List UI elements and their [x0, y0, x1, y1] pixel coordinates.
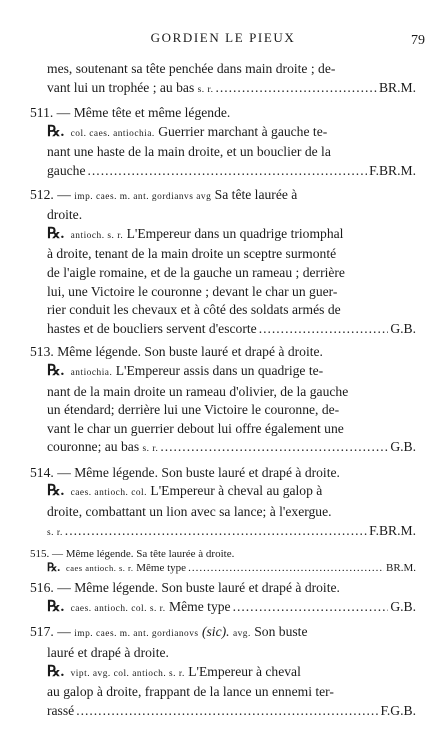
- text-line: [30, 225, 416, 246]
- text-run: Même type: [169, 598, 231, 614]
- dot-leader: [188, 561, 384, 575]
- text-line: lui, une Victoire le couronne ; devant le char un guer-: [47, 283, 338, 299]
- text-run: L'Empereur à cheval au galop à: [150, 483, 323, 499]
- small-caps-legend: s. r.: [47, 527, 63, 538]
- text-line: [30, 547, 416, 561]
- small-caps-legend: s. r.: [142, 444, 159, 455]
- entry-continuation: [30, 60, 416, 99]
- reverse-legend: caes antioch. s. r.: [65, 563, 134, 574]
- text-run: Même type: [136, 562, 187, 575]
- text-line: [30, 123, 416, 144]
- text-line: [30, 438, 416, 459]
- dot-leader: [215, 79, 377, 98]
- entry-number: 514. —: [30, 464, 71, 480]
- reverse-mark: ℞.: [47, 598, 65, 615]
- entry-512: [30, 186, 416, 339]
- collection-ref: BR.M.: [378, 79, 416, 95]
- collection-ref: F.BR.M.: [369, 522, 416, 538]
- collection-ref: G.B.: [390, 320, 416, 336]
- reverse-mark: ℞.: [47, 483, 65, 500]
- obverse-description: Même légende. Son buste lauré et drapé à droite.: [74, 580, 340, 596]
- text-run: L'Empereur dans un quadrige triomphal: [126, 225, 344, 241]
- collection-ref: F.G.B.: [380, 702, 416, 718]
- reverse-legend: vipt. avg. col. antioch. s. r.: [70, 668, 185, 679]
- obverse-description: Son buste: [254, 624, 308, 640]
- text-line: [30, 561, 416, 575]
- text-run: L'Empereur assis dans un quadrige te-: [115, 362, 324, 378]
- text-line: [30, 579, 416, 598]
- text-line: [30, 186, 416, 207]
- dot-leader: [259, 320, 389, 339]
- obverse-legend: imp. caes. m. ant. gordianvs avg: [74, 191, 212, 202]
- reverse-legend: caes. antioch. col.: [70, 488, 148, 499]
- entry-516: [30, 579, 416, 618]
- entry-511: [30, 104, 416, 180]
- reverse-mark: ℞.: [47, 123, 65, 140]
- entry-number: 517. —: [30, 624, 71, 640]
- text-line: [30, 464, 416, 483]
- text-run: rassé: [47, 702, 75, 718]
- text-line: nant une haste de la main droite, et un bouclier de la: [47, 144, 331, 160]
- entry-number: 512. —: [30, 186, 71, 202]
- reverse-mark: ℞.: [47, 225, 65, 242]
- text-line: un étendard; derrière lui une Victoire le couronne, de-: [47, 402, 340, 418]
- collection-ref: G.B.: [390, 439, 416, 455]
- obverse-legend: imp. caes. m. ant. gordianovs: [74, 629, 199, 640]
- text-line: [30, 598, 416, 619]
- entry-number: 513.: [30, 344, 54, 360]
- text-run: hastes et de boucliers servent d'escorte: [47, 320, 257, 336]
- sic-note: (sic).: [201, 624, 230, 640]
- entry-514: [30, 464, 416, 542]
- reverse-mark: ℞.: [47, 562, 61, 575]
- entry-517: [30, 623, 416, 720]
- entry-number: 516. —: [30, 580, 71, 596]
- dot-leader: [76, 702, 378, 721]
- text-line: à droite, tenant de la main droite un sceptre surmonté: [47, 246, 337, 262]
- entry-number: 515. —: [30, 548, 63, 561]
- page-number: 79: [411, 33, 425, 48]
- text-line: lauré et drapé à droite.: [47, 645, 169, 661]
- dot-leader: [160, 438, 388, 457]
- text-line: mes, soutenant sa tête penchée dans main droite ; de-: [47, 61, 336, 76]
- collection-ref: F.BR.M.: [369, 162, 416, 178]
- text-line: [30, 162, 416, 181]
- small-caps-legend: s. r.: [197, 84, 214, 95]
- text-line: [30, 623, 416, 644]
- text-line: [30, 343, 416, 362]
- reverse-legend: antioch. s. r.: [70, 230, 124, 241]
- obverse-description: Même légende. Son buste lauré et drapé à droite.: [74, 464, 340, 480]
- entry-513: [30, 343, 416, 459]
- reverse-mark: ℞.: [47, 362, 65, 379]
- dot-leader: [65, 522, 367, 541]
- running-title: GORDIEN LE PIEUX: [150, 30, 296, 45]
- text-line: [30, 104, 416, 123]
- text-line: [30, 663, 416, 684]
- entry-number: 511. —: [30, 105, 71, 121]
- reverse-legend: col. caes. antiochia.: [70, 128, 155, 139]
- obverse-description: Même légende. Sa tête laurée à droite.: [65, 548, 235, 561]
- text-line: [30, 482, 416, 503]
- text-line: [30, 362, 416, 383]
- text-line: droite, combattant un lion avec sa lance; à l'exergue.: [47, 504, 332, 520]
- text-run: couronne; au bas: [47, 439, 140, 455]
- dot-leader: [233, 598, 389, 617]
- catalogue-text: [30, 60, 416, 725]
- text-line: [30, 320, 416, 339]
- collection-ref: G.B.: [390, 598, 416, 614]
- collection-ref: BR.M.: [386, 562, 416, 575]
- obverse-description: Même tête et même légende.: [73, 105, 231, 121]
- entry-515: [30, 547, 416, 575]
- text-line: [30, 522, 416, 543]
- text-line: de l'aigle romaine, et de la gauche un rameau ; derrière: [47, 264, 345, 280]
- reverse-legend: antiochia.: [70, 367, 113, 378]
- text-line: nant de la main droite un rameau d'olivier, de la gauche: [47, 383, 349, 399]
- obverse-legend-end: avg.: [232, 629, 251, 640]
- text-line: vant le char un guerrier debout lui offre également une: [47, 420, 344, 436]
- obverse-description: Même légende. Son buste lauré et drapé à droite.: [57, 344, 323, 360]
- text-run: vant lui un trophée ; au bas: [47, 79, 195, 95]
- obverse-description: Sa tête laurée à: [214, 186, 298, 202]
- text-line: au galop à droite, frappant de la lance un ennemi ter-: [47, 684, 334, 700]
- text-line: [30, 79, 416, 100]
- text-run: gauche: [47, 162, 86, 178]
- reverse-mark: ℞.: [47, 663, 65, 680]
- text-run: L'Empereur à cheval: [188, 663, 301, 679]
- text-line: droite.: [47, 207, 83, 223]
- text-run: Guerrier marchant à gauche te-: [158, 123, 328, 139]
- dot-leader: [88, 162, 368, 181]
- text-line: rier conduit les chevaux et à côté des soldats armés de: [47, 302, 341, 318]
- text-line: [30, 702, 416, 721]
- reverse-legend: caes. antioch. col. s. r.: [70, 603, 166, 614]
